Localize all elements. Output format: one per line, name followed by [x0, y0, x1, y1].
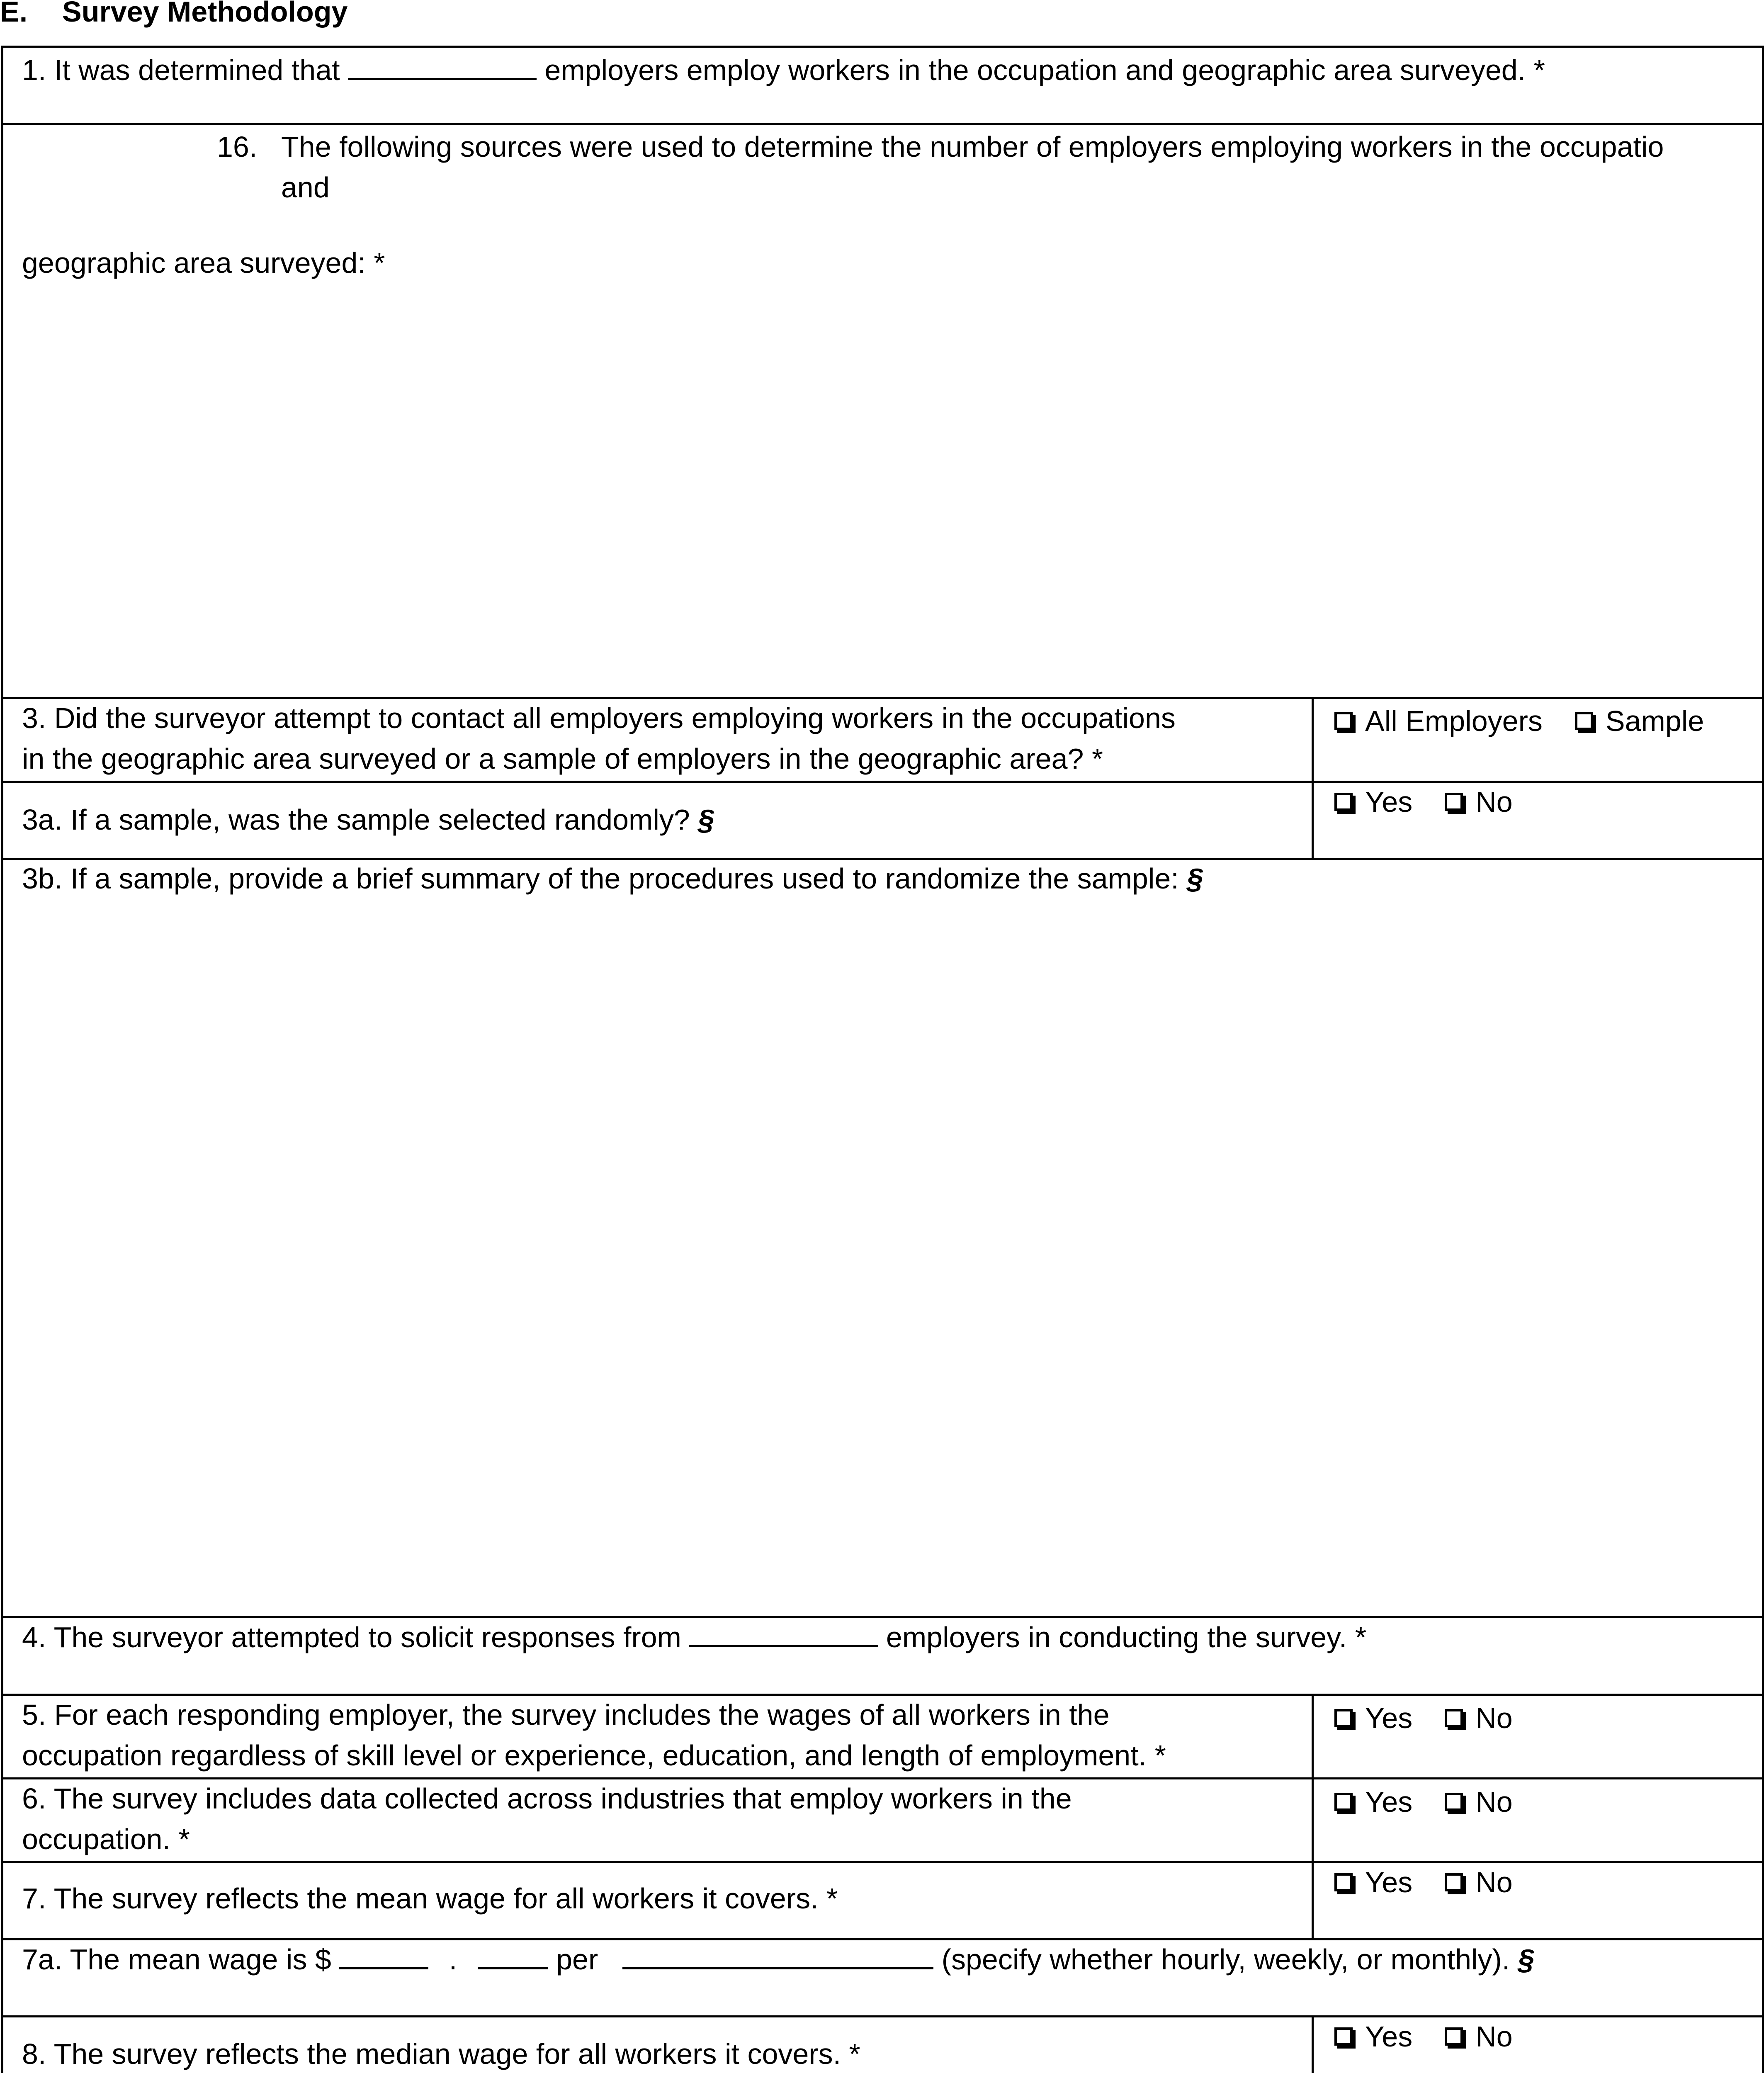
question-6-line1: 6. The survey includes data collected across industries that employ workers in the: [22, 1782, 1072, 1815]
checkbox-icon[interactable]: [1575, 712, 1593, 730]
option-no[interactable]: No: [1445, 786, 1512, 818]
option-no[interactable]: No: [1445, 2020, 1512, 2053]
question-6-options: [1334, 1782, 1513, 1822]
randomization-summary-area[interactable]: [12, 910, 1753, 1607]
section-heading: [0, 0, 347, 28]
question-8-options: [1334, 2016, 1513, 2057]
question-6-line2: occupation. *: [22, 1823, 190, 1855]
question-3-line1: 3. Did the surveyor attempt to contact all employers employing workers in the occupations: [22, 702, 1176, 734]
option-no[interactable]: No: [1445, 1866, 1512, 1898]
question-7: 7. The survey reflects the mean wage for all workers it covers. *: [22, 1882, 838, 1915]
section-marker: §: [1187, 862, 1203, 895]
question-1: 1. It was determined that employers employ workers in the occupation and geographic area surveyed. *: [22, 54, 1545, 86]
question-16-number: 16.: [217, 131, 258, 163]
question-4: 4. The surveyor attempted to solicit responses from employers in conducting the survey. *: [22, 1621, 1367, 1653]
question-3b: 3b. If a sample, provide a brief summary of the procedures used to randomize the sample: §: [22, 862, 1203, 895]
mean-wage-cents-field[interactable]: [478, 1942, 548, 1969]
question-16-line3: geographic area surveyed: *: [22, 247, 385, 279]
question-5-options: [1334, 1698, 1513, 1738]
checkbox-icon[interactable]: [1445, 1793, 1463, 1811]
mean-wage-dollars-field[interactable]: [339, 1942, 428, 1969]
column-divider: [1312, 697, 1314, 858]
wage-period-field[interactable]: [622, 1942, 933, 1969]
question-5-line1: 5. For each responding employer, the survey includes the wages of all workers in the: [22, 1699, 1110, 1731]
checkbox-icon[interactable]: [1445, 2027, 1463, 2046]
section-marker: §: [698, 803, 714, 836]
column-divider: [1312, 1694, 1314, 1938]
column-divider: [1312, 2015, 1314, 2073]
option-all-employers[interactable]: All Employers: [1334, 705, 1543, 737]
option-yes[interactable]: Yes: [1334, 2020, 1412, 2053]
question-7-options: [1334, 1862, 1513, 1903]
question-16-line2: and: [281, 171, 330, 204]
checkbox-icon[interactable]: [1445, 793, 1463, 811]
section-title: Survey Methodology: [62, 0, 348, 28]
option-yes[interactable]: Yes: [1334, 1866, 1412, 1898]
question-5-line2: occupation regardless of skill level or experience, education, and length of employment. *: [22, 1739, 1166, 1772]
question-16-line1: The following sources were used to determine the number of employers employing workers in the occupatio: [281, 131, 1664, 163]
section-letter: E.: [0, 0, 28, 28]
question-3a: 3a. If a sample, was the sample selected randomly? §: [22, 803, 714, 836]
checkbox-icon[interactable]: [1334, 1709, 1353, 1727]
question-3-line2: in the geographic area surveyed or a sample of employers in the geographic area? *: [22, 743, 1103, 775]
checkbox-icon[interactable]: [1445, 1709, 1463, 1727]
checkbox-icon[interactable]: [1334, 2027, 1353, 2046]
checkbox-icon[interactable]: [1334, 1793, 1353, 1811]
section-marker: §: [1518, 1943, 1534, 1976]
survey-methodology-table: [1, 46, 1764, 2073]
option-sample[interactable]: Sample: [1575, 705, 1704, 737]
checkbox-icon[interactable]: [1334, 793, 1353, 811]
option-yes[interactable]: Yes: [1334, 786, 1412, 818]
option-no[interactable]: No: [1445, 1702, 1512, 1734]
row-divider: [3, 123, 1762, 125]
solicited-employers-field[interactable]: [689, 1620, 878, 1647]
question-3a-options: [1334, 782, 1513, 822]
checkbox-icon[interactable]: [1445, 1873, 1463, 1891]
checkbox-icon[interactable]: [1334, 1873, 1353, 1891]
sources-answer-area[interactable]: [12, 296, 1753, 686]
option-yes[interactable]: Yes: [1334, 1786, 1412, 1818]
employer-count-field[interactable]: [348, 53, 537, 80]
option-yes[interactable]: Yes: [1334, 1702, 1412, 1734]
question-7a: 7a. The mean wage is $ . per (specify whether hourly, weekly, or monthly). §: [22, 1943, 1534, 1976]
question-8: 8. The survey reflects the median wage for all workers it covers. *: [22, 2038, 860, 2070]
checkbox-icon[interactable]: [1334, 712, 1353, 730]
question-3-options: [1334, 701, 1704, 741]
option-no[interactable]: No: [1445, 1786, 1512, 1818]
